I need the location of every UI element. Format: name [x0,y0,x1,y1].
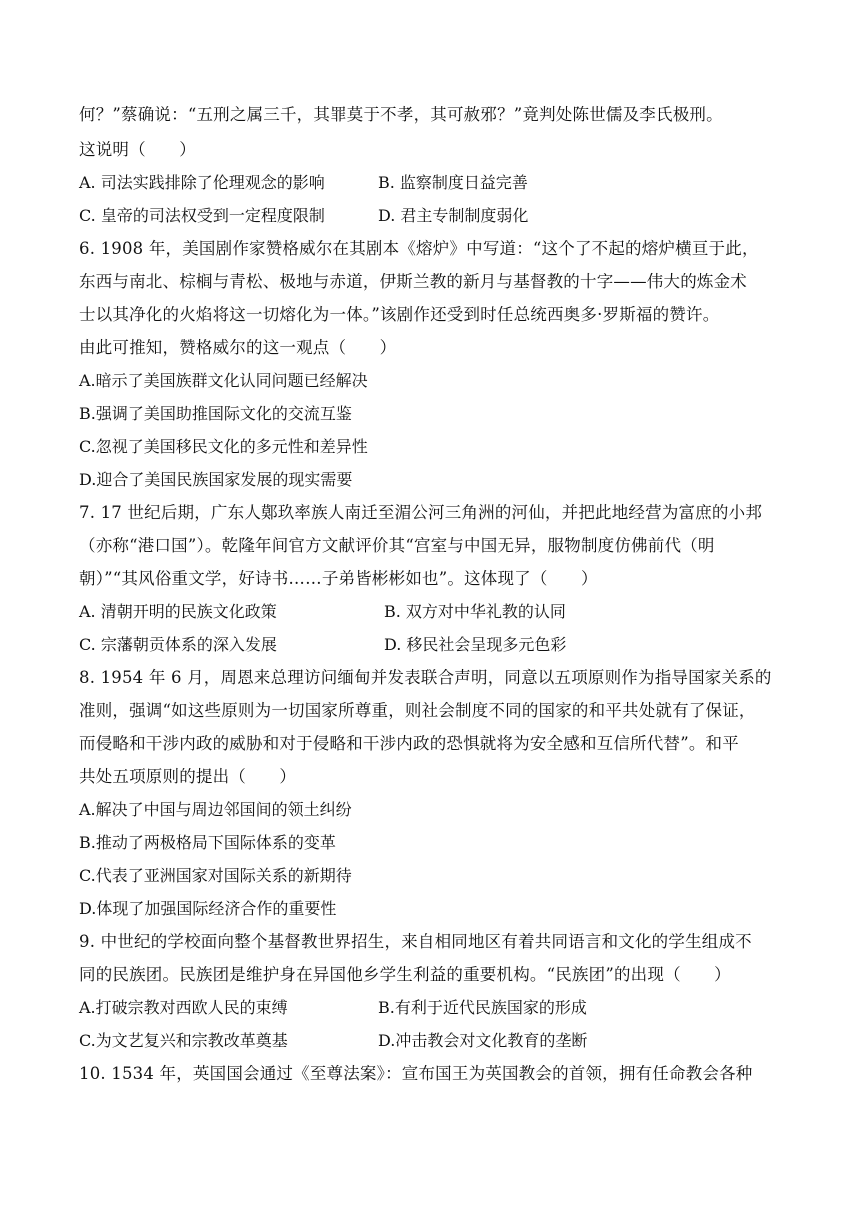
q7-option-a: A. 清朝开明的民族文化政策 [79,602,277,621]
q8-option-a: A.解决了中国与周边邻国间的领土纠纷 [79,800,352,819]
q6-option-a: A.暗示了美国族群文化认同问题已经解决 [79,371,368,390]
q6-stem-line3: 士以其净化的火焰将这一切熔化为一体。”该剧作还受到时任总统西奥多·罗斯福的赞许。 [79,305,720,324]
q8-stem-line2: 准则，强调“如这些原则为一切国家所尊重，则社会制度不同的国家的和平共处就有了保证， [79,701,756,720]
q7-stem-line3: 朝）”“其风俗重文学，好诗书……子弟皆彬彬如也”。这体现了（ ） [79,569,598,588]
q5-stem-line2: 这说明（ ） [79,140,196,159]
q10-stem-line1: 10. 1534 年，英国国会通过《至尊法案》：宣布国王为英国教会的首领，拥有任命教会各种 [79,1064,753,1083]
q6-stem-line1: 6. 1908 年，美国剧作家赞格威尔在其剧本《熔炉》中写道：“这个了不起的熔炉横亘于此， [79,239,759,258]
q8-stem-line3: 而侵略和干涉内政的威胁和对于侵略和干涉内政的恐惧就将为安全感和互信所代替”。和平 [79,734,739,753]
q5-stem-line1: 何？”蔡确说：“五刑之属三千，其罪莫于不孝，其可赦邪？”竟判处陈世儒及李氏极刑。 [79,105,723,124]
q9-option-a: A.打破宗教对西欧人民的束缚 [79,998,288,1017]
q9-option-d: D.冲击教会对文化教育的垄断 [378,1031,588,1050]
q7-option-d: D. 移民社会呈现多元色彩 [384,635,567,654]
q8-option-c: C.代表了亚洲国家对国际关系的新期待 [79,866,352,885]
q5-option-c: C. 皇帝的司法权受到一定程度限制 [79,206,325,225]
q7-option-b: B. 双方对中华礼教的认同 [384,602,566,621]
q6-option-c: C.忽视了美国移民文化的多元性和差异性 [79,437,368,456]
q6-stem-line4: 由此可推知，赞格威尔的这一观点（ ） [79,338,397,357]
q5-option-b: B. 监察制度日益完善 [378,173,528,192]
q7-stem-line1: 7. 17 世纪后期，广东人鄚玖率族人南迁至湄公河三角洲的河仙，并把此地经营为富庶的小邦 [79,503,763,522]
q8-option-b: B.推动了两极格局下国际体系的变革 [79,833,336,852]
q9-option-b: B.有利于近代民族国家的形成 [378,998,587,1017]
q6-option-d: D.迎合了美国民族国家发展的现实需要 [79,470,353,489]
q7-stem-line2: （亦称“港口国”）。乾隆年间官方文献评价其“宫室与中国无异，服物制度仿佛前代（明 [79,536,715,555]
q9-stem-line2: 同的民族团。民族团是维护身在异国他乡学生利益的重要机构。“民族团”的出现（ ） [79,965,731,984]
q5-option-a: A. 司法实践排除了伦理观念的影响 [79,173,325,192]
q8-stem-line1: 8. 1954 年 6 月，周恩来总理访问缅甸并发表联合声明，同意以五项原则作为指导国家关系的 [79,668,772,687]
q6-option-b: B.强调了美国助推国际文化的交流互鉴 [79,404,352,423]
q7-option-c: C. 宗藩朝贡体系的深入发展 [79,635,277,654]
q9-option-c: C.为文艺复兴和宗教改革奠基 [79,1031,288,1050]
q6-stem-line2: 东西与南北、棕榈与青松、极地与赤道，伊斯兰教的新月与基督教的十字——伟大的炼金术 [79,272,747,291]
q8-stem-line4: 共处五项原则的提出（ ） [79,767,297,786]
q9-stem-line1: 9. 中世纪的学校面向整个基督教世界招生，来自相同地区有着共同语言和文化的学生组成不 [79,932,752,951]
q8-option-d: D.体现了加强国际经济合作的重要性 [79,899,337,918]
q5-option-d: D. 君主专制制度弱化 [378,206,529,225]
